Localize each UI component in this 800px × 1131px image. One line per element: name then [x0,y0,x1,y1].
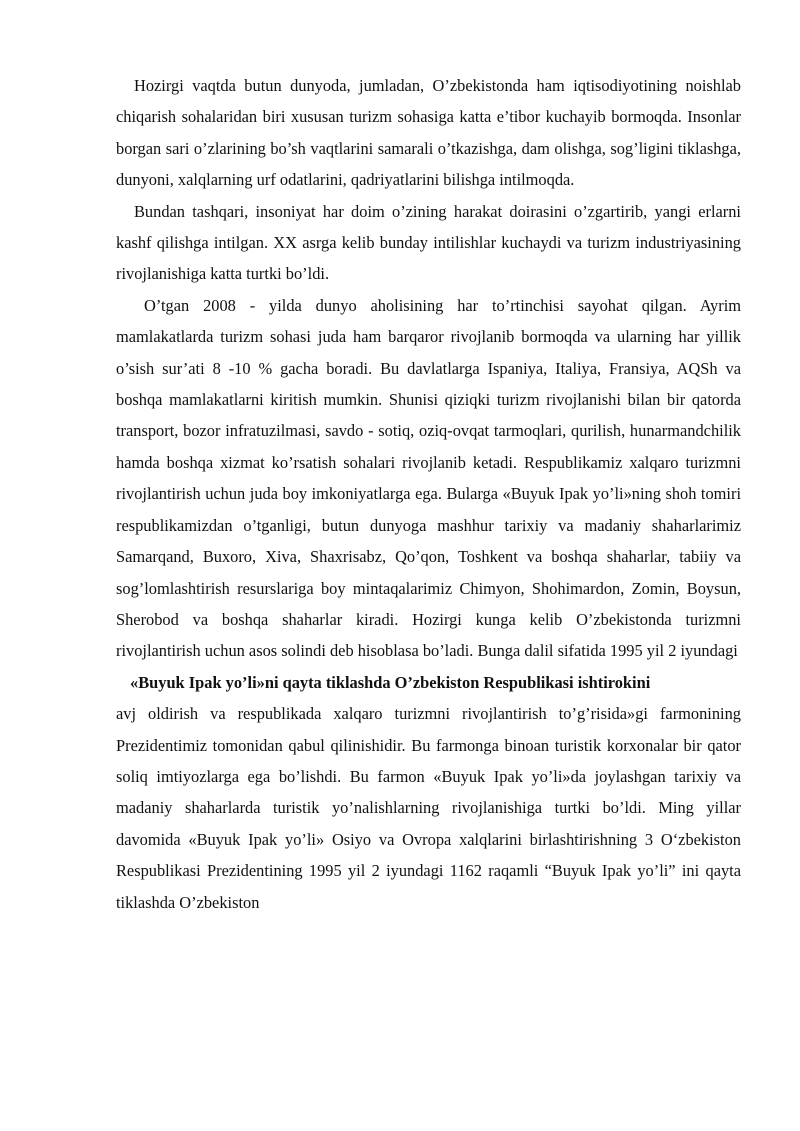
paragraph-history: Bundan tashqari, insoniyat har doim o’zining harakat doirasini o’zgartirib, yangi erlarni kashf qilishga intilgan. XX asrga kelib bunday intilishlar kuchaydi va turizm industriyasining rivojlanishiga katta turtki bo’ldi. [116,201,741,284]
document-page [116,70,741,918]
paragraph-intro: Hozirgi vaqtda butun dunyoda, jumladan, O’zbekistonda ham iqtisodiyotining noishlab chiqarish sohalaridan biri xususan turizm sohasiga katta e’tibor kuchayib bormoqda. Insonlar borgan sari o’zlarining bo’sh vaqtlarini samarali o’tkazishga, dam olishga, sog’ligini tiklashga, dunyoni, xalqlarning urf odatlarini, qadriyatlarini bilishga intilmoqda. [116,76,741,190]
paragraph-statistics: O’tgan 2008 - yilda dunyo aholisining har to’rtinchisi sayohat qilgan. Ayrim mamlakatlarda turizm sohasi juda ham barqaror rivojlanib bormoqda va ularning har yillik o’sish sur’ati 8 -10 % gacha boradi. Bu davlatlarga Ispaniya, Italiya, Fransiya, AQSh va boshqa mamlakatlarni kiritish mumkin. Shunisi qiziqki turizm rivojlanishi bilan bir qatorda transport, bozor infratuzilmasi, savdo - sotiq, oziq-ovqat tarmoqlari, qurilish, hunarmandchilik hamda boshqa xizmat ko’rsatish sohalari rivojlanib ketadi. Respublikamiz xalqaro turizmni rivojlantirish uchun juda boy imkoniyatlarga ega. Bularga «Buyuk Ipak yo’li»ning shoh tomiri respublikamizdan o’tganligi, butun dunyoga mashhur tarixiy va madaniy shaharlarimiz Samarqand, Buxoro, Xiva, Shaxrisabz, Qo’qon, Toshkent va boshqa shaharlar, tabiiy va sog’lomlashtirish resurslariga boy mintaqalarimiz Chimyon, Shohimardon, Zomin, Boysun, Sherobod va boshqa shaharlar kiradi. Hozirgi kunga kelib O’zbekistonda turizmni rivojlantirish uchun asos solindi deb hisoblasa bo’ladi. Bunga dalil sifatida 1995 yil 2 iyundagi [116,295,741,661]
bold-heading: «Buyuk Ipak yo’li»ni qayta tiklashda O’zbekiston Respublikasi ishtirokini [130,672,651,692]
paragraph-continuation: avj oldirish va respublikada xalqaro turizmni rivojlantirish to’g’risida»gi farmonining Prezidentimiz tomonidan qabul qilinishidir. Bu farmonga binoan turistik korxonalar bir qator soliq imtiyozlarga ega bo’lishdi. Bu farmon «Buyuk Ipak yo’li»da joylashgan tarixiy va madaniy shaharlarda turistik yo’nalishlarning rivojlanishiga turtki bo’ldi. Ming yillar davomida «Buyuk Ipak yo’li» Osiyo va Ovropa xalqlarini birlashtirishning 3 O‘zbekiston Respublikasi Prezidentining 1995 yil 2 iyundagi 1162 raqamli “Buyuk Ipak yo’li” ini qayta tiklashda O’zbekiston [116,704,741,912]
